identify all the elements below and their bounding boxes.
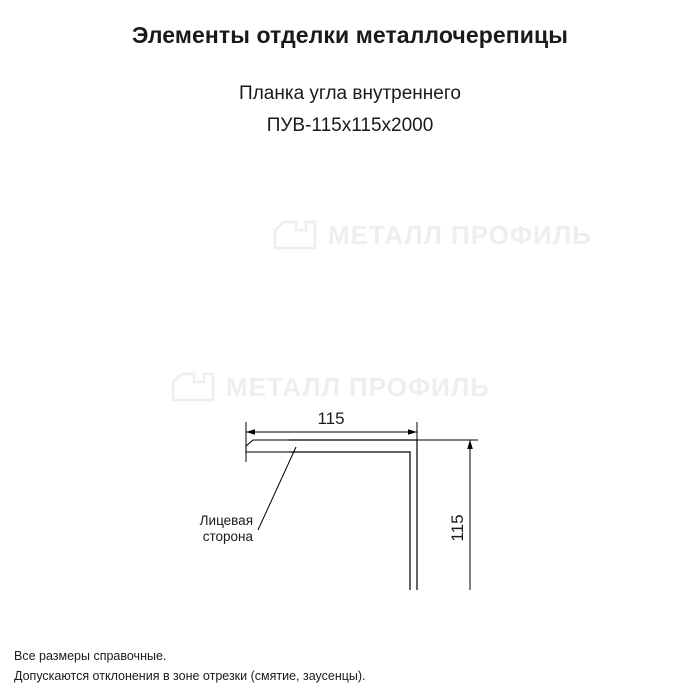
dimension-right-label: 115 bbox=[448, 514, 467, 542]
footer-notes bbox=[14, 647, 366, 686]
profile-outer-edge bbox=[289, 440, 417, 590]
footer-note-2: Допускаются отклонения в зоне отрезки (смятие, заусенцы). bbox=[14, 668, 366, 683]
arrow-top-right-icon bbox=[408, 429, 417, 435]
page-title: Элементы отделки металлочерепицы bbox=[131, 22, 568, 48]
dimension-top-label: 115 bbox=[317, 409, 345, 428]
arrow-right-top-icon bbox=[467, 440, 473, 449]
watermark-text: МЕТАЛЛ ПРОФИЛЬ bbox=[226, 371, 490, 402]
product-code: ПУВ-115х115х2000 bbox=[266, 115, 434, 136]
profile-inner-edge bbox=[289, 452, 410, 590]
leader-line-face bbox=[258, 447, 296, 530]
arrow-top-left-icon bbox=[246, 429, 255, 435]
profile-hem-lower bbox=[246, 446, 289, 452]
profile-hem-upper bbox=[246, 440, 289, 446]
watermark-text: МЕТАЛЛ ПРОФИЛЬ bbox=[328, 219, 592, 250]
face-label-line1: Лицевая bbox=[199, 513, 253, 528]
face-label-line2: сторона bbox=[202, 529, 253, 544]
technical-drawing bbox=[0, 170, 700, 590]
drawing-canvas bbox=[0, 170, 700, 590]
product-name: Планка угла внутреннего bbox=[239, 83, 461, 104]
page-header bbox=[0, 0, 700, 137]
footer-note-1: Все размеры справочные. bbox=[14, 649, 167, 664]
